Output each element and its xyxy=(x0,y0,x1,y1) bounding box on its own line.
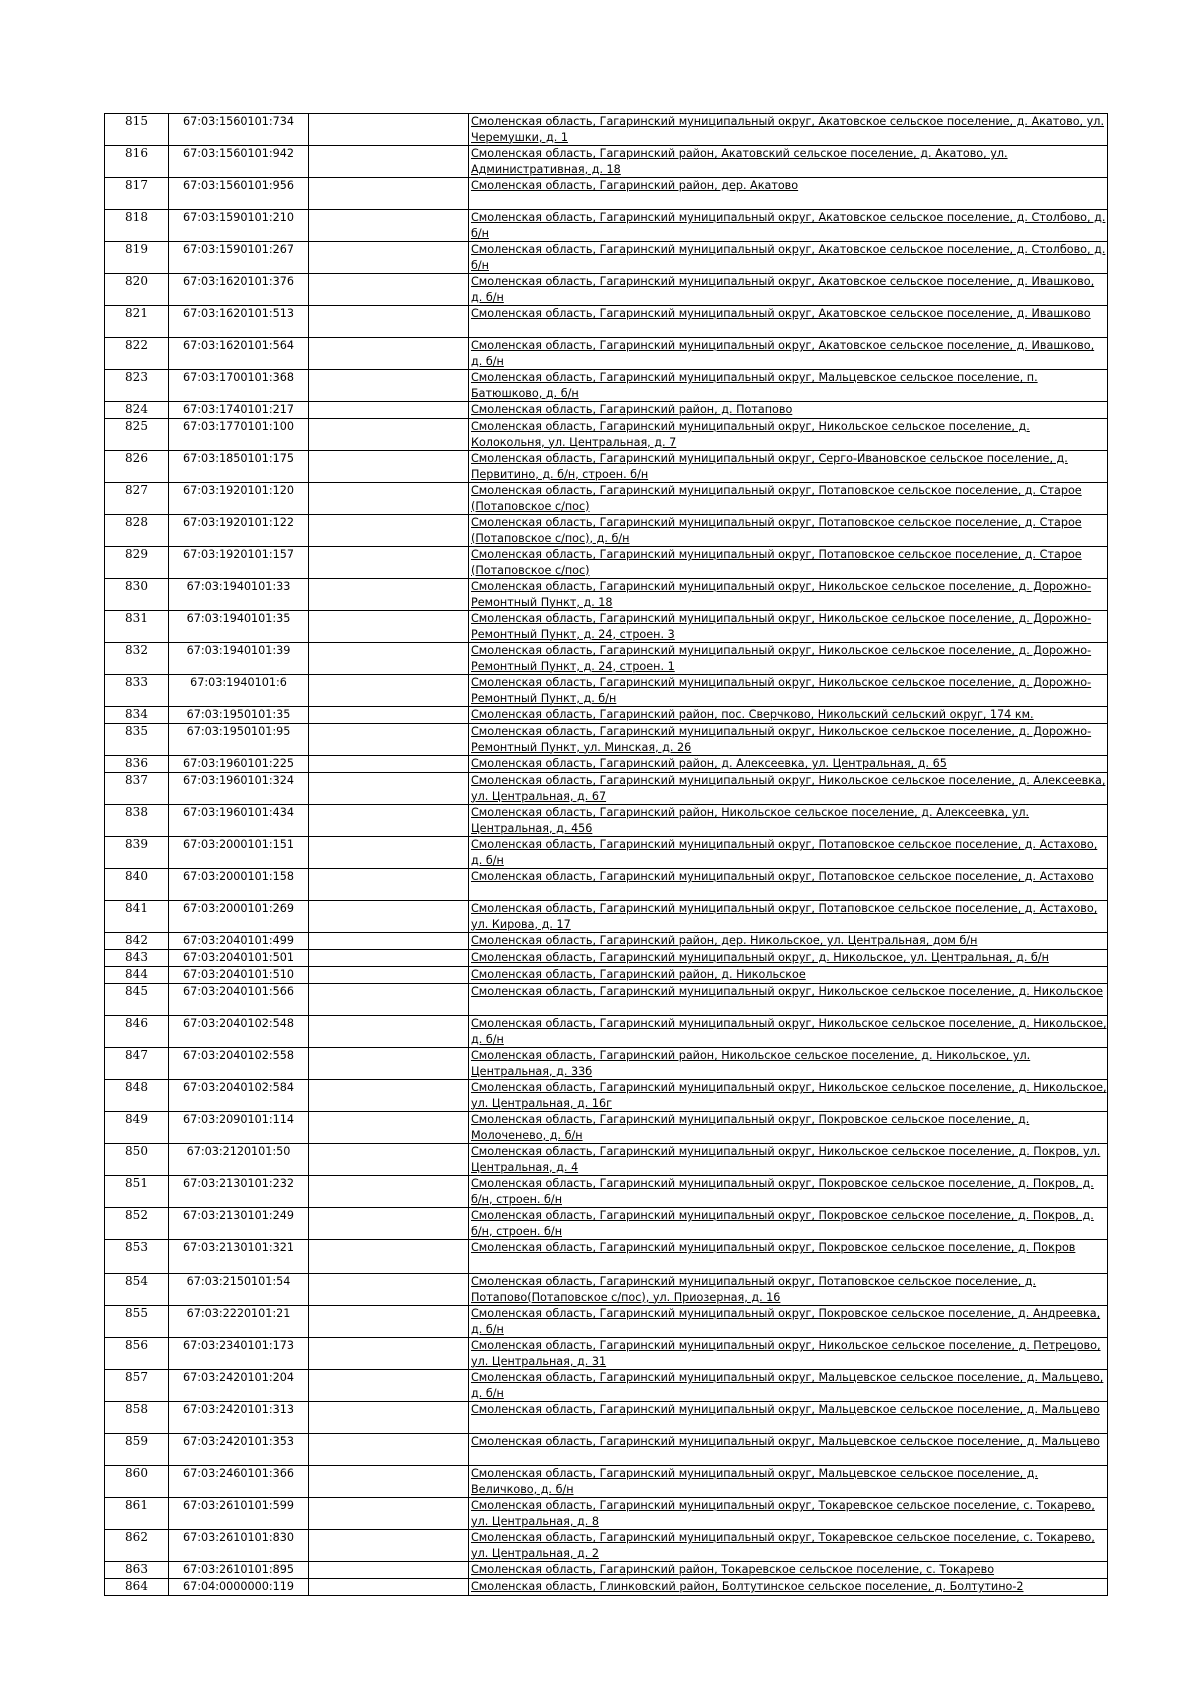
empty-cell xyxy=(309,675,469,707)
table-row xyxy=(105,1434,1108,1466)
cadastral-number-cell: 67:03:2000101:151 xyxy=(169,837,309,869)
row-number-cell: 864 xyxy=(105,1579,169,1596)
row-number-cell: 837 xyxy=(105,773,169,805)
empty-cell xyxy=(309,869,469,901)
empty-cell xyxy=(309,419,469,451)
empty-cell xyxy=(309,1112,469,1144)
empty-cell xyxy=(309,901,469,933)
row-number-cell: 851 xyxy=(105,1176,169,1208)
cadastral-number-cell: 67:03:1740101:217 xyxy=(169,402,309,419)
cadastral-number-cell: 67:03:2130101:321 xyxy=(169,1240,309,1274)
empty-cell xyxy=(309,483,469,515)
table-row xyxy=(105,1112,1108,1144)
cadastral-number-cell: 67:03:1960101:225 xyxy=(169,756,309,773)
cadastral-number-cell: 67:03:1960101:324 xyxy=(169,773,309,805)
cadastral-number-cell: 67:03:2610101:830 xyxy=(169,1530,309,1562)
address-cell: Смоленская область, Гагаринский муниципальный округ, Покровское сельское поселение, д. Покров, д. б/н, строен. б/н xyxy=(469,1176,1108,1208)
cadastral-number-cell: 67:03:2420101:353 xyxy=(169,1434,309,1466)
empty-cell xyxy=(309,950,469,967)
table-row xyxy=(105,1466,1108,1498)
row-number-cell: 842 xyxy=(105,933,169,950)
address-cell: Смоленская область, Гагаринский муниципальный округ, Покровское сельское поселение, д. Андреевка, д. б/н xyxy=(469,1306,1108,1338)
empty-cell xyxy=(309,1176,469,1208)
row-number-cell: 843 xyxy=(105,950,169,967)
empty-cell xyxy=(309,1274,469,1306)
address-cell: Смоленская область, Гагаринский муниципальный округ, Никольское сельское поселение, д. Колокольня, ул. Центральная, д. 7 xyxy=(469,419,1108,451)
address-cell: Смоленская область, Гагаринский муниципальный округ, Мальцевское сельское поселение, д. Мальцево xyxy=(469,1434,1108,1466)
table-row xyxy=(105,1338,1108,1370)
empty-cell xyxy=(309,114,469,146)
cadastral-number-cell: 67:03:2340101:173 xyxy=(169,1338,309,1370)
row-number-cell: 853 xyxy=(105,1240,169,1274)
empty-cell xyxy=(309,242,469,274)
empty-cell xyxy=(309,402,469,419)
cadastral-number-cell: 67:03:2000101:158 xyxy=(169,869,309,901)
address-cell: Смоленская область, Гагаринский район, д. Потапово xyxy=(469,402,1108,419)
address-cell: Смоленская область, Гагаринский район, дер. Акатово xyxy=(469,178,1108,210)
empty-cell xyxy=(309,579,469,611)
row-number-cell: 823 xyxy=(105,370,169,402)
table-row xyxy=(105,1080,1108,1112)
row-number-cell: 834 xyxy=(105,707,169,724)
address-cell: Смоленская область, Гагаринский муниципальный округ, Покровское сельское поселение, д. Покров, д. б/н, строен. б/н xyxy=(469,1208,1108,1240)
empty-cell xyxy=(309,984,469,1016)
table-row xyxy=(105,1402,1108,1434)
cadastral-number-cell: 67:03:2610101:599 xyxy=(169,1498,309,1530)
address-cell: Смоленская область, Гагаринский муниципальный округ, Никольское сельское поселение, д. Дорожно-Ремонтный Пункт, д. 24, строен. 1 xyxy=(469,643,1108,675)
address-cell: Смоленская область, Глинковский район, Болтутинское сельское поселение, д. Болтутино-2 xyxy=(469,1579,1108,1596)
empty-cell xyxy=(309,210,469,242)
address-cell: Смоленская область, Гагаринский муниципальный округ, Акатовское сельское поселение, д. Ивашково, д. б/н xyxy=(469,338,1108,370)
empty-cell xyxy=(309,1306,469,1338)
row-number-cell: 858 xyxy=(105,1402,169,1434)
address-cell: Смоленская область, Гагаринский муниципальный округ, Никольское сельское поселение, д. Дорожно-Ремонтный Пункт, ул. Минская, д. 26 xyxy=(469,724,1108,756)
cadastral-number-cell: 67:03:1940101:33 xyxy=(169,579,309,611)
table-row xyxy=(105,483,1108,515)
cadastral-number-cell: 67:03:1920101:157 xyxy=(169,547,309,579)
row-number-cell: 846 xyxy=(105,1016,169,1048)
cadastral-number-cell: 67:03:1950101:95 xyxy=(169,724,309,756)
address-cell: Смоленская область, Гагаринский муниципальный округ, Токаревское сельское поселение, с. Токарево, ул. Центральная, д. 8 xyxy=(469,1498,1108,1530)
empty-cell xyxy=(309,611,469,643)
table-row xyxy=(105,984,1108,1016)
cadastral-number-cell: 67:03:2130101:249 xyxy=(169,1208,309,1240)
empty-cell xyxy=(309,1434,469,1466)
table-row xyxy=(105,178,1108,210)
cadastral-number-cell: 67:03:2040101:510 xyxy=(169,967,309,984)
table-row xyxy=(105,338,1108,370)
table-row xyxy=(105,1016,1108,1048)
empty-cell xyxy=(309,837,469,869)
cadastral-number-cell: 67:03:1700101:368 xyxy=(169,370,309,402)
cadastral-number-cell: 67:03:2130101:232 xyxy=(169,1176,309,1208)
table-row xyxy=(105,707,1108,724)
row-number-cell: 820 xyxy=(105,274,169,306)
table-body xyxy=(105,114,1108,1596)
table-row xyxy=(105,1498,1108,1530)
cadastral-number-cell: 67:03:2040101:499 xyxy=(169,933,309,950)
address-cell: Смоленская область, Гагаринский муниципальный округ, Никольское сельское поселение, д. Дорожно-Ремонтный Пункт, д. 18 xyxy=(469,579,1108,611)
cadastral-number-cell: 67:03:2040101:501 xyxy=(169,950,309,967)
cadastral-number-cell: 67:03:2040101:566 xyxy=(169,984,309,1016)
cadastral-number-cell: 67:03:2220101:21 xyxy=(169,1306,309,1338)
cadastral-number-cell: 67:03:2460101:366 xyxy=(169,1466,309,1498)
empty-cell xyxy=(309,1562,469,1579)
table-row xyxy=(105,837,1108,869)
address-cell: Смоленская область, Гагаринский район, дер. Никольское, ул. Центральная, дом б/н xyxy=(469,933,1108,950)
table-row xyxy=(105,451,1108,483)
table-row xyxy=(105,724,1108,756)
cadastral-number-cell: 67:03:1920101:122 xyxy=(169,515,309,547)
table-row xyxy=(105,1530,1108,1562)
address-cell: Смоленская область, Гагаринский муниципальный округ, Никольское сельское поселение, д. Покров, ул. Центральная, д. 4 xyxy=(469,1144,1108,1176)
table-row xyxy=(105,146,1108,178)
row-number-cell: 861 xyxy=(105,1498,169,1530)
row-number-cell: 857 xyxy=(105,1370,169,1402)
row-number-cell: 831 xyxy=(105,611,169,643)
empty-cell xyxy=(309,805,469,837)
row-number-cell: 826 xyxy=(105,451,169,483)
row-number-cell: 838 xyxy=(105,805,169,837)
address-cell: Смоленская область, Гагаринский район, Акатовский сельское поселение, д. Акатово, ул. Административная, д. 18 xyxy=(469,146,1108,178)
empty-cell xyxy=(309,178,469,210)
address-cell: Смоленская область, Гагаринский муниципальный округ, Мальцевское сельское поселение, д. Мальцево, д. б/н xyxy=(469,1370,1108,1402)
cadastral-number-cell: 67:03:1950101:35 xyxy=(169,707,309,724)
table-row xyxy=(105,901,1108,933)
empty-cell xyxy=(309,1144,469,1176)
address-cell: Смоленская область, Гагаринский муниципальный округ, Акатовское сельское поселение, д. Столбово, д. б/н xyxy=(469,210,1108,242)
row-number-cell: 862 xyxy=(105,1530,169,1562)
address-cell: Смоленская область, Гагаринский муниципальный округ, Потаповское сельское поселение, д. Астахово, ул. Кирова, д. 17 xyxy=(469,901,1108,933)
empty-cell xyxy=(309,1370,469,1402)
table-row xyxy=(105,950,1108,967)
address-cell: Смоленская область, Гагаринский муниципальный округ, Серго-Ивановское сельское поселение, д. Первитино, д. б/н, строен. б/н xyxy=(469,451,1108,483)
address-cell: Смоленская область, Гагаринский муниципальный округ, Потаповское сельское поселение, д. Старое (Потаповское с/пос) xyxy=(469,547,1108,579)
cadastral-number-cell: 67:03:1940101:39 xyxy=(169,643,309,675)
table-row xyxy=(105,1306,1108,1338)
empty-cell xyxy=(309,1016,469,1048)
empty-cell xyxy=(309,306,469,338)
table-row xyxy=(105,675,1108,707)
row-number-cell: 819 xyxy=(105,242,169,274)
row-number-cell: 849 xyxy=(105,1112,169,1144)
address-cell: Смоленская область, Гагаринский муниципальный округ, Потаповское сельское поселение, д. Астахово xyxy=(469,869,1108,901)
table-row xyxy=(105,933,1108,950)
address-cell: Смоленская область, Гагаринский муниципальный округ, Мальцевское сельское поселение, п. Батюшково, д. б/н xyxy=(469,370,1108,402)
cadastral-number-cell: 67:03:1920101:120 xyxy=(169,483,309,515)
row-number-cell: 839 xyxy=(105,837,169,869)
table-row xyxy=(105,1562,1108,1579)
row-number-cell: 835 xyxy=(105,724,169,756)
cadastral-number-cell: 67:03:1620101:564 xyxy=(169,338,309,370)
table-row xyxy=(105,1274,1108,1306)
row-number-cell: 845 xyxy=(105,984,169,1016)
table-row xyxy=(105,1579,1108,1596)
address-cell: Смоленская область, Гагаринский муниципальный округ, Никольское сельское поселение, д. Никольское, ул. Центральная, д. 16г xyxy=(469,1080,1108,1112)
address-cell: Смоленская область, Гагаринский муниципальный округ, Акатовское сельское поселение, д. Столбово, д. б/н xyxy=(469,242,1108,274)
empty-cell xyxy=(309,338,469,370)
empty-cell xyxy=(309,1530,469,1562)
address-cell: Смоленская область, Гагаринский муниципальный округ, Акатовское сельское поселение, д. Акатово, ул. Черемушки, д. 1 xyxy=(469,114,1108,146)
address-cell: Смоленская область, Гагаринский муниципальный округ, Покровское сельское поселение, д. Покров xyxy=(469,1240,1108,1274)
cadastral-number-cell: 67:03:1940101:35 xyxy=(169,611,309,643)
cadastral-number-cell: 67:03:1590101:210 xyxy=(169,210,309,242)
row-number-cell: 859 xyxy=(105,1434,169,1466)
empty-cell xyxy=(309,1208,469,1240)
row-number-cell: 832 xyxy=(105,643,169,675)
address-cell: Смоленская область, Гагаринский муниципальный округ, Токаревское сельское поселение, с. Токарево, ул. Центральная, д. 2 xyxy=(469,1530,1108,1562)
row-number-cell: 824 xyxy=(105,402,169,419)
empty-cell xyxy=(309,515,469,547)
table-row xyxy=(105,515,1108,547)
empty-cell xyxy=(309,724,469,756)
table-row xyxy=(105,1176,1108,1208)
empty-cell xyxy=(309,1402,469,1434)
table-row xyxy=(105,611,1108,643)
cadastral-number-cell: 67:03:1560101:956 xyxy=(169,178,309,210)
cadastral-number-cell: 67:03:2120101:50 xyxy=(169,1144,309,1176)
table-row xyxy=(105,419,1108,451)
address-cell: Смоленская область, Гагаринский муниципальный округ, Покровское сельское поселение, д. Молоченево, д. б/н xyxy=(469,1112,1108,1144)
row-number-cell: 844 xyxy=(105,967,169,984)
row-number-cell: 829 xyxy=(105,547,169,579)
empty-cell xyxy=(309,547,469,579)
property-table-sheet xyxy=(104,113,1108,1596)
empty-cell xyxy=(309,643,469,675)
empty-cell xyxy=(309,967,469,984)
empty-cell xyxy=(309,756,469,773)
table-row xyxy=(105,402,1108,419)
table-row xyxy=(105,643,1108,675)
row-number-cell: 821 xyxy=(105,306,169,338)
table-row xyxy=(105,114,1108,146)
row-number-cell: 854 xyxy=(105,1274,169,1306)
address-cell: Смоленская область, Гагаринский муниципальный округ, Акатовское сельское поселение, д. Ивашково xyxy=(469,306,1108,338)
table-row xyxy=(105,242,1108,274)
table-row xyxy=(105,967,1108,984)
cadastral-number-cell: 67:03:2000101:269 xyxy=(169,901,309,933)
row-number-cell: 847 xyxy=(105,1048,169,1080)
row-number-cell: 852 xyxy=(105,1208,169,1240)
empty-cell xyxy=(309,1498,469,1530)
address-cell: Смоленская область, Гагаринский муниципальный округ, Никольское сельское поселение, д. Дорожно-Ремонтный Пункт, д. 24, строен. 3 xyxy=(469,611,1108,643)
row-number-cell: 856 xyxy=(105,1338,169,1370)
row-number-cell: 815 xyxy=(105,114,169,146)
table-row xyxy=(105,370,1108,402)
address-cell: Смоленская область, Гагаринский район, Никольское сельское поселение, д. Алексеевка, ул. Центральная, д. 456 xyxy=(469,805,1108,837)
address-cell: Смоленская область, Гагаринский муниципальный округ, Никольское сельское поселение, д. Алексеевка, ул. Центральная, д. 67 xyxy=(469,773,1108,805)
row-number-cell: 841 xyxy=(105,901,169,933)
empty-cell xyxy=(309,146,469,178)
cadastral-number-cell: 67:03:1940101:6 xyxy=(169,675,309,707)
table-row xyxy=(105,1370,1108,1402)
row-number-cell: 840 xyxy=(105,869,169,901)
cadastral-number-cell: 67:03:2150101:54 xyxy=(169,1274,309,1306)
empty-cell xyxy=(309,1080,469,1112)
empty-cell xyxy=(309,1466,469,1498)
empty-cell xyxy=(309,1048,469,1080)
property-table xyxy=(104,113,1108,1596)
cadastral-number-cell: 67:03:1770101:100 xyxy=(169,419,309,451)
table-row xyxy=(105,1048,1108,1080)
address-cell: Смоленская область, Гагаринский муниципальный округ, Никольское сельское поселение, д. Петрецово, ул. Центральная, д. 31 xyxy=(469,1338,1108,1370)
cadastral-number-cell: 67:03:2040102:584 xyxy=(169,1080,309,1112)
cadastral-number-cell: 67:03:2040102:548 xyxy=(169,1016,309,1048)
address-cell: Смоленская область, Гагаринский муниципальный округ, Никольское сельское поселение, д. Никольское xyxy=(469,984,1108,1016)
address-cell: Смоленская область, Гагаринский муниципальный округ, Акатовское сельское поселение, д. Ивашково, д. б/н xyxy=(469,274,1108,306)
empty-cell xyxy=(309,1579,469,1596)
table-row xyxy=(105,1240,1108,1274)
table-row xyxy=(105,274,1108,306)
cadastral-number-cell: 67:03:2420101:204 xyxy=(169,1370,309,1402)
row-number-cell: 863 xyxy=(105,1562,169,1579)
cadastral-number-cell: 67:03:2420101:313 xyxy=(169,1402,309,1434)
cadastral-number-cell: 67:03:2090101:114 xyxy=(169,1112,309,1144)
row-number-cell: 860 xyxy=(105,1466,169,1498)
row-number-cell: 850 xyxy=(105,1144,169,1176)
row-number-cell: 830 xyxy=(105,579,169,611)
table-row xyxy=(105,869,1108,901)
cadastral-number-cell: 67:03:1960101:434 xyxy=(169,805,309,837)
table-row xyxy=(105,756,1108,773)
cadastral-number-cell: 67:03:1620101:513 xyxy=(169,306,309,338)
table-row xyxy=(105,805,1108,837)
empty-cell xyxy=(309,1338,469,1370)
empty-cell xyxy=(309,773,469,805)
table-row xyxy=(105,579,1108,611)
table-row xyxy=(105,210,1108,242)
address-cell: Смоленская область, Гагаринский район, Никольское сельское поселение, д. Никольское, ул. Центральная, д. 33б xyxy=(469,1048,1108,1080)
cadastral-number-cell: 67:03:1590101:267 xyxy=(169,242,309,274)
row-number-cell: 822 xyxy=(105,338,169,370)
row-number-cell: 836 xyxy=(105,756,169,773)
table-row xyxy=(105,306,1108,338)
cadastral-number-cell: 67:03:1560101:942 xyxy=(169,146,309,178)
empty-cell xyxy=(309,370,469,402)
empty-cell xyxy=(309,707,469,724)
table-row xyxy=(105,547,1108,579)
cadastral-number-cell: 67:03:1850101:175 xyxy=(169,451,309,483)
cadastral-number-cell: 67:03:1620101:376 xyxy=(169,274,309,306)
table-row xyxy=(105,773,1108,805)
empty-cell xyxy=(309,274,469,306)
empty-cell xyxy=(309,933,469,950)
address-cell: Смоленская область, Гагаринский район, д. Никольское xyxy=(469,967,1108,984)
address-cell: Смоленская область, Гагаринский муниципальный округ, д. Никольское, ул. Центральная, д. б/н xyxy=(469,950,1108,967)
row-number-cell: 848 xyxy=(105,1080,169,1112)
cadastral-number-cell: 67:04:0000000:119 xyxy=(169,1579,309,1596)
row-number-cell: 828 xyxy=(105,515,169,547)
address-cell: Смоленская область, Гагаринский муниципальный округ, Потаповское сельское поселение, д. Старое (Потаповское с/пос) xyxy=(469,483,1108,515)
cadastral-number-cell: 67:03:1560101:734 xyxy=(169,114,309,146)
row-number-cell: 817 xyxy=(105,178,169,210)
address-cell: Смоленская область, Гагаринский муниципальный округ, Мальцевское сельское поселение, д. Мальцево xyxy=(469,1402,1108,1434)
address-cell: Смоленская область, Гагаринский район, Токаревское сельское поселение, с. Токарево xyxy=(469,1562,1108,1579)
empty-cell xyxy=(309,1240,469,1274)
table-row xyxy=(105,1208,1108,1240)
row-number-cell: 816 xyxy=(105,146,169,178)
cadastral-number-cell: 67:03:2040102:558 xyxy=(169,1048,309,1080)
address-cell: Смоленская область, Гагаринский муниципальный округ, Никольское сельское поселение, д. Дорожно-Ремонтный Пункт, д. б/н xyxy=(469,675,1108,707)
address-cell: Смоленская область, Гагаринский муниципальный округ, Потаповское сельское поселение, д. Астахово, д. б/н xyxy=(469,837,1108,869)
address-cell: Смоленская область, Гагаринский муниципальный округ, Мальцевское сельское поселение, д. Величково, д. б/н xyxy=(469,1466,1108,1498)
row-number-cell: 818 xyxy=(105,210,169,242)
address-cell: Смоленская область, Гагаринский муниципальный округ, Потаповское сельское поселение, д. Старое (Потаповское с/пос), д. б/н xyxy=(469,515,1108,547)
row-number-cell: 833 xyxy=(105,675,169,707)
address-cell: Смоленская область, Гагаринский муниципальный округ, Никольское сельское поселение, д. Никольское, д. б/н xyxy=(469,1016,1108,1048)
address-cell: Смоленская область, Гагаринский район, д. Алексеевка, ул. Центральная, д. 65 xyxy=(469,756,1108,773)
row-number-cell: 855 xyxy=(105,1306,169,1338)
cadastral-number-cell: 67:03:2610101:895 xyxy=(169,1562,309,1579)
address-cell: Смоленская область, Гагаринский район, пос. Сверчково, Никольский сельский округ, 174 км. xyxy=(469,707,1108,724)
empty-cell xyxy=(309,451,469,483)
row-number-cell: 825 xyxy=(105,419,169,451)
table-row xyxy=(105,1144,1108,1176)
row-number-cell: 827 xyxy=(105,483,169,515)
address-cell: Смоленская область, Гагаринский муниципальный округ, Потаповское сельское поселение, д. Потапово(Потаповское с/пос), ул. Приозерная, д. 16 xyxy=(469,1274,1108,1306)
